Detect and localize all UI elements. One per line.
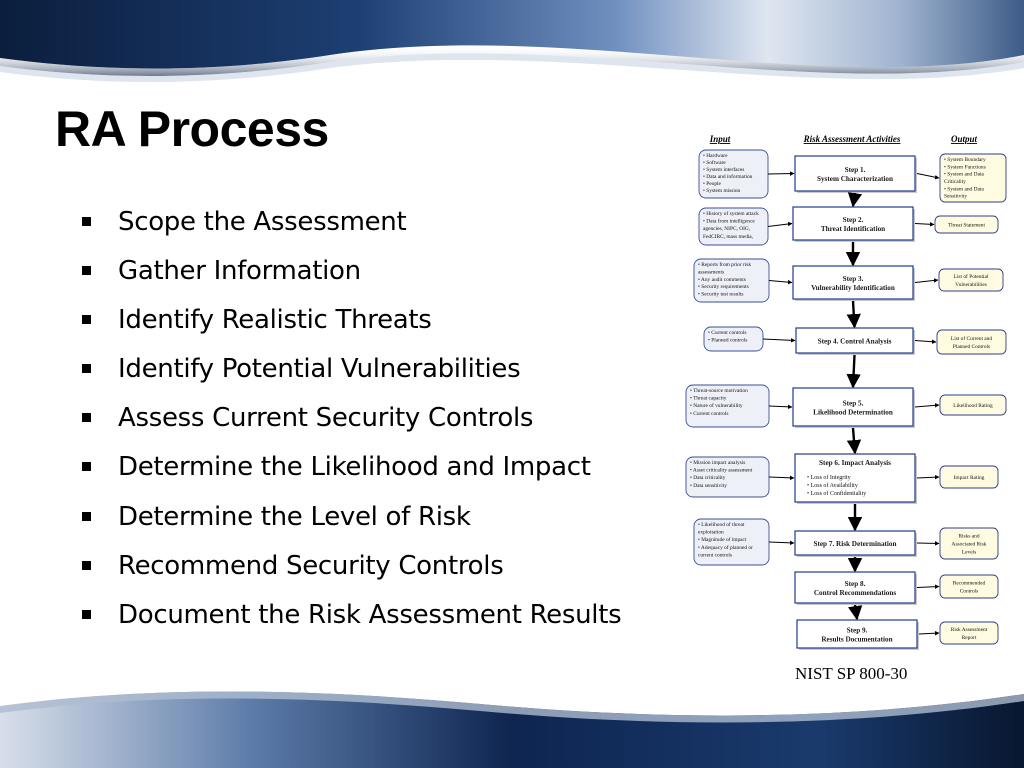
output-arrow xyxy=(915,224,934,225)
input-arrow xyxy=(769,542,794,543)
bullet-text: Determine the Likelihood and Impact xyxy=(118,452,591,483)
input-item: • Mission impact analysis xyxy=(690,460,746,466)
step-title: Step 9. xyxy=(846,626,868,635)
output-item: • System and Data xyxy=(944,186,984,193)
output-arrow xyxy=(915,341,936,343)
output-item: • System Functions xyxy=(944,164,986,171)
square-bullet-icon xyxy=(82,315,91,324)
square-bullet-icon xyxy=(82,561,91,570)
bullet-list xyxy=(82,205,621,647)
input-item: current controls xyxy=(698,552,732,559)
step-title: Results Documentation xyxy=(821,635,893,644)
footer-decorative-band xyxy=(0,676,1024,768)
input-arrow xyxy=(769,477,794,478)
bullet-item xyxy=(82,254,621,303)
output-arrow xyxy=(915,280,938,283)
output-item: List of Current and xyxy=(950,336,993,342)
step-title: Step 4. Control Analysis xyxy=(817,337,892,346)
input-arrow xyxy=(768,224,792,227)
activities-column-header: Risk Assessment Activities xyxy=(803,134,901,144)
risk-assessment-flowchart xyxy=(680,128,1020,668)
output-item: • System and Data xyxy=(944,171,984,178)
step-title: Step 8. xyxy=(844,580,866,588)
flow-arrow xyxy=(855,605,857,619)
step-title: Step 5. xyxy=(842,399,864,408)
bullet-item xyxy=(82,205,621,254)
bullet-item xyxy=(82,401,621,450)
output-item: • System Boundary xyxy=(944,157,986,163)
input-item: • Security test results xyxy=(698,291,744,298)
bullet-text: Determine the Level of Risk xyxy=(118,501,471,532)
input-item: assessments xyxy=(698,269,725,276)
output-item: Levels xyxy=(961,549,977,556)
output-item: Impact Rating xyxy=(953,475,985,481)
source-caption: NIST SP 800-30 xyxy=(795,664,908,683)
output-arrow xyxy=(919,633,939,634)
input-item: • Threat capacity xyxy=(690,395,727,402)
input-item: • Data sensitivity xyxy=(690,482,727,489)
flow-arrow xyxy=(853,355,855,387)
flow-arrow xyxy=(853,193,855,206)
header-decorative-band xyxy=(0,0,1024,95)
input-arrow xyxy=(769,281,792,283)
output-item: Threat Statement xyxy=(948,222,985,229)
input-item: • Current controls xyxy=(708,330,747,336)
output-arrow xyxy=(917,543,939,544)
square-bullet-icon xyxy=(82,512,91,521)
input-column-header: Input xyxy=(709,134,731,144)
input-item: • System mission xyxy=(703,188,741,194)
square-bullet-icon xyxy=(82,364,91,373)
input-item: • Data and information xyxy=(703,174,753,180)
step-title: Step 3. xyxy=(842,275,864,283)
output-arrow xyxy=(917,477,939,478)
step-subitem: • Loss of Availability xyxy=(807,483,858,489)
bullet-text: Identify Potential Vulnerabilities xyxy=(118,354,521,385)
output-box xyxy=(940,575,998,598)
bullet-text: Scope the Assessment xyxy=(118,207,407,237)
step-title: Control Recommendations xyxy=(813,589,897,597)
square-bullet-icon xyxy=(82,462,91,471)
step-title: Vulnerability Identification xyxy=(811,284,895,292)
bullet-item xyxy=(82,598,621,647)
input-item: • People xyxy=(703,181,721,187)
output-item: Associated Risk xyxy=(951,541,987,548)
output-item: Sensitivity xyxy=(944,193,968,200)
bullet-item xyxy=(82,352,621,401)
output-item: Report xyxy=(961,635,977,641)
bullet-item xyxy=(82,549,621,598)
input-item: FedCIRC, mass media, xyxy=(703,233,754,240)
square-bullet-icon xyxy=(82,266,91,275)
input-item: • Nature of vulnerability xyxy=(690,403,743,410)
output-item: Vulnerabilities xyxy=(955,282,987,288)
step-title: Step 7. Risk Determination xyxy=(813,540,897,548)
output-item: Planned Controls xyxy=(952,344,991,350)
output-arrow xyxy=(917,174,939,179)
input-item: • Current controls xyxy=(690,410,729,417)
output-item: Controls xyxy=(959,588,979,595)
output-box xyxy=(937,330,1006,354)
input-item: • Likelihood of threat xyxy=(698,522,745,528)
output-column-header: Output xyxy=(950,134,978,144)
step-title: Step 6. Impact Analysis xyxy=(819,459,891,467)
flow-arrow xyxy=(853,301,855,327)
input-item: • Threat-source motivation xyxy=(690,388,748,394)
step-title: Likelihood Determination xyxy=(813,408,893,417)
input-item: • Magnitude of impact xyxy=(698,537,747,544)
input-arrow xyxy=(763,339,795,341)
flow-arrow xyxy=(853,428,855,453)
output-item: List of Potential xyxy=(953,274,989,280)
square-bullet-icon xyxy=(82,217,91,226)
input-item: • Reports from prior risk xyxy=(698,262,752,268)
output-item: Recommended xyxy=(952,580,986,587)
bullet-text: Gather Information xyxy=(118,256,361,287)
input-item: • Software xyxy=(703,160,726,166)
input-item: agencies, NIPC, OIG, xyxy=(703,226,751,233)
step-title: Threat Identification xyxy=(820,225,886,233)
step-title: System Characterization xyxy=(816,175,894,183)
input-item: • Asset criticality assessment xyxy=(690,467,753,474)
bullet-text: Identify Realistic Threats xyxy=(118,305,432,336)
output-arrow xyxy=(915,405,939,407)
input-item: • History of system attack xyxy=(703,211,759,217)
bullet-item xyxy=(82,500,621,549)
input-item: • Security requirements xyxy=(698,284,749,291)
step-title: Step 1. xyxy=(844,166,866,174)
bullet-text: Document the Risk Assessment Results xyxy=(118,599,622,630)
square-bullet-icon xyxy=(82,413,91,422)
slide-title: RA Process xyxy=(55,101,329,157)
output-item: Likelihood Rating xyxy=(953,403,993,409)
output-item: Risk Assessment xyxy=(950,627,988,633)
input-item: • Data from intelligence xyxy=(703,218,755,225)
input-arrow xyxy=(769,406,792,407)
input-item: exploitation xyxy=(698,529,724,536)
step-title: Step 2. xyxy=(842,216,864,224)
input-item: • Hardware xyxy=(703,153,728,159)
input-item: • Data criticality xyxy=(690,475,726,482)
bullet-item xyxy=(82,303,621,352)
input-item: • System interfaces xyxy=(703,167,745,173)
bullet-item xyxy=(82,450,621,499)
output-item: Criticality xyxy=(944,179,966,185)
input-item: • Adequacy of planned or xyxy=(698,544,753,551)
input-arrow xyxy=(768,174,794,175)
output-item: Risks and xyxy=(958,533,980,540)
bullet-text: Recommend Security Controls xyxy=(118,550,504,581)
input-item: • Any audit comments xyxy=(698,276,746,283)
input-item: • Planned controls xyxy=(708,337,748,344)
square-bullet-icon xyxy=(82,610,91,619)
output-arrow xyxy=(917,587,939,588)
bullet-text: Assess Current Security Controls xyxy=(118,403,534,434)
step-subitem: • Loss of Integrity xyxy=(807,475,851,481)
step-subitem: • Loss of Confidentiality xyxy=(807,491,867,497)
